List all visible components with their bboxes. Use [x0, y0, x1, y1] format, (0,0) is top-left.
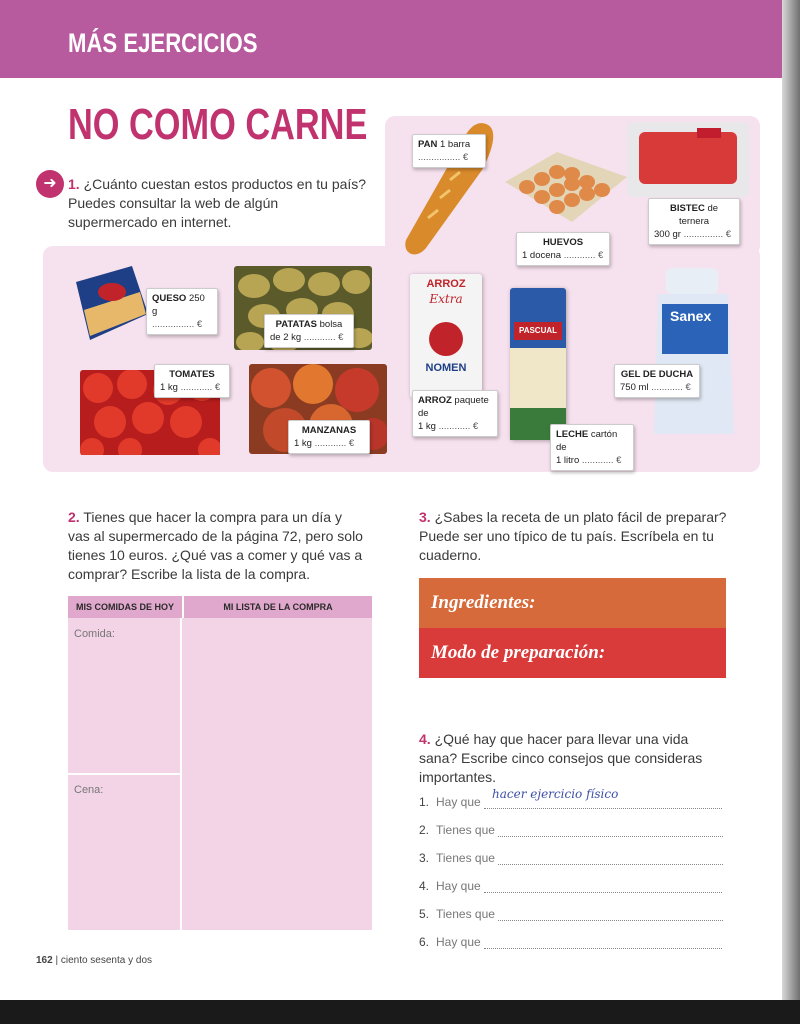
page-footer: 162 | ciento sesenta y dos [36, 955, 153, 966]
cena-label: Cena: [74, 784, 104, 796]
gel-brand: Sanex [670, 308, 712, 324]
shower-gel-image [648, 264, 740, 444]
rice-brand-top: ARROZ [426, 278, 466, 290]
preparation-label: Modo de preparación: [431, 642, 606, 663]
rice-brand-sub: Extra [429, 292, 463, 306]
meals-column[interactable] [68, 618, 182, 930]
label-leche: LECHE cartón de 1 litro ............ € [550, 424, 634, 471]
label-bistec: BISTEC de ternera 300 gr ............... € [648, 198, 740, 245]
preparation-box [419, 628, 726, 678]
exercise-3-text: 3. ¿Sabes la receta de un plato fácil de preparar? Puede ser uno típico de tu país. Escríbela en tu cuaderno. [419, 509, 727, 563]
eggs-image [497, 142, 632, 232]
advice-line-2[interactable]: 2. Tienes que [419, 823, 729, 837]
label-manzanas: MANZANAS 1 kg ............ € [288, 420, 370, 454]
section-title: MÁS EJERCICIOS [68, 28, 258, 58]
advice-line-5[interactable]: 5. Tienes que [419, 907, 729, 921]
cell-divider [68, 773, 182, 775]
table-header-list: MI LISTA DE LA COMPRA [184, 596, 372, 618]
label-patatas: PATATAS bolsa de 2 kg ............ € [264, 314, 354, 348]
label-huevos: HUEVOS 1 docena ............ € [516, 232, 610, 266]
table-header-meals: MIS COMIDAS DE HOY [68, 596, 182, 618]
bottom-band [0, 1000, 800, 1024]
cheese-image [70, 262, 152, 344]
shopping-table [68, 596, 372, 930]
rice-brand-name: NOMEN [425, 362, 467, 374]
exercise-2-text: 2. Tienes que hacer la compra para un día y vas al supermercado de la página 72, pero solo tienes 10 euros. ¿Qué vas a comer y qué vas a comprar? Escribe la lista de la compra. [68, 509, 363, 582]
advice-line-3[interactable]: 3. Tienes que [419, 851, 729, 865]
advice-line-1[interactable]: 1. Hay que [419, 795, 729, 809]
beef-image [627, 122, 749, 197]
page-edge-shadow [782, 0, 800, 1024]
label-queso: QUESO 250 g ................ € [146, 288, 218, 335]
cursor-pointer-icon: ➜ [36, 170, 64, 198]
exercise-4-text: 4. ¿Qué hay que hacer para llevar una vida sana? Escribe cinco consejos que consideras importantes. [419, 731, 703, 785]
ingredients-box [419, 578, 726, 628]
comida-label: Comida: [74, 628, 115, 640]
advice-line-6[interactable]: 6. Hay que [419, 935, 729, 949]
handwritten-answer: hacer ejercicio físico [492, 787, 619, 801]
page-title: NO COMO CARNE [68, 100, 368, 149]
shopping-list-column[interactable] [182, 618, 372, 930]
rice-image [410, 274, 482, 398]
label-gel: GEL DE DUCHA 750 ml ............ € [614, 364, 700, 398]
milk-brand: PASCUAL [514, 322, 562, 340]
label-pan: PAN 1 barra ................ € [412, 134, 486, 168]
advice-line-4[interactable]: 4. Hay que [419, 879, 729, 893]
ingredients-label: Ingredientes: [431, 592, 536, 613]
exercise-1-text: 1. ¿Cuánto cuestan estos productos en tu país? Puedes consultar la web de algún supermercado en internet. [68, 176, 367, 230]
rice-logo-icon [429, 322, 463, 356]
label-tomates: TOMATES 1 kg ............ € [154, 364, 230, 398]
milk-image [510, 288, 566, 440]
label-arroz: ARROZ paquete de 1 kg ............ € [412, 390, 498, 437]
